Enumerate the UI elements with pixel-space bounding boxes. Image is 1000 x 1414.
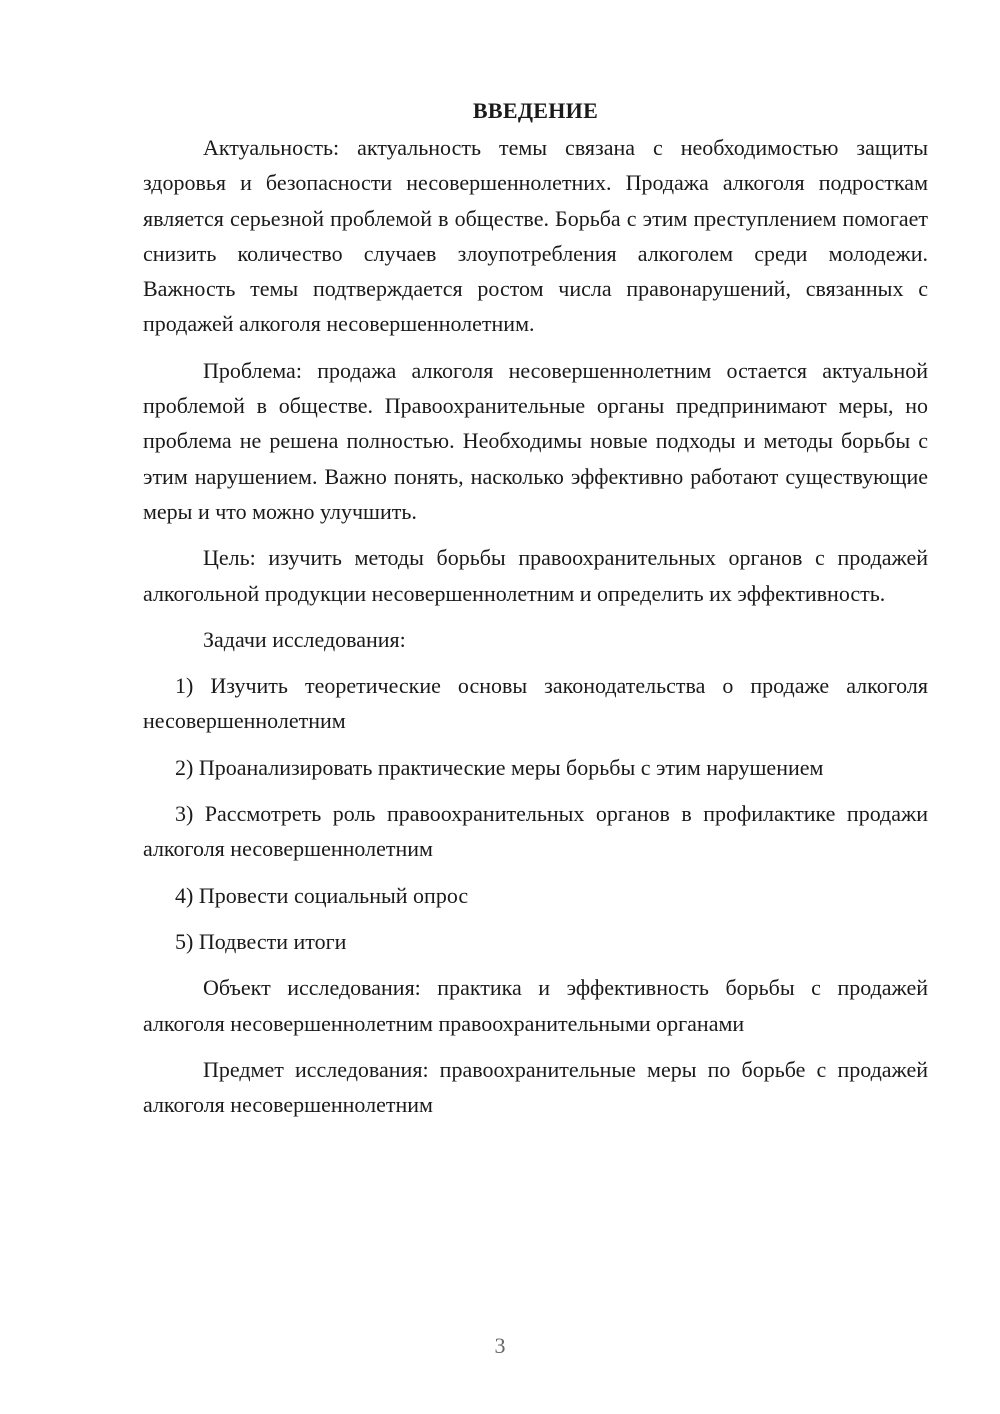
tasks-heading: Задачи исследования:	[203, 626, 406, 652]
task-item-2: 2) Проанализировать практические меры борьбы с этим нарушением	[175, 754, 824, 780]
problem-paragraph: Проблема: продажа алкоголя несовершеннолетним остается актуальной проблемой в обществе. Правоохранительные органы предпринимают меры, но проблема не решена полностью. Необходимы новые подходы и методы борьбы с этим нарушением. Важно понять, насколько эффективно работают существующие меры и что можно улучшить.	[143, 357, 928, 524]
relevance-paragraph: Актуальность: актуальность темы связана с необходимостью защиты здоровья и безопасности несовершеннолетних. Продажа алкоголя подросткам является серьезной проблемой в обществе. Борьба с этим преступлением помогает снизить количество случаев злоупотребления алкоголем среди молодежи. Важность темы подтверждается ростом числа правонарушений, связанных с продажей алкоголя несовершеннолетним.	[143, 135, 928, 337]
research-object-paragraph: Объект исследования: практика и эффективность борьбы с продажей алкоголя несовершеннолетним правоохранительными органами	[143, 975, 928, 1036]
task-item-4: 4) Провести социальный опрос	[175, 882, 469, 908]
task-item-1: 1) Изучить теоретические основы законодательства о продаже алкоголя несовершеннолетним	[143, 673, 928, 734]
goal-paragraph: Цель: изучить методы борьбы правоохранительных органов с продажей алкогольной продукции несовершеннолетним и определить их эффективность.	[143, 545, 928, 606]
section-title: ВВЕДЕНИЕ	[472, 98, 599, 123]
document-page	[143, 96, 928, 1133]
task-item-3: 3) Рассмотреть роль правоохранительных органов в профилактике продажи алкоголя несовершеннолетним	[143, 801, 928, 862]
research-subject-paragraph: Предмет исследования: правоохранительные меры по борьбе с продажей алкоголя несовершеннолетним	[143, 1056, 928, 1118]
task-item-5: 5) Подвести итоги	[175, 928, 347, 954]
page-number: 3	[494, 1333, 506, 1358]
